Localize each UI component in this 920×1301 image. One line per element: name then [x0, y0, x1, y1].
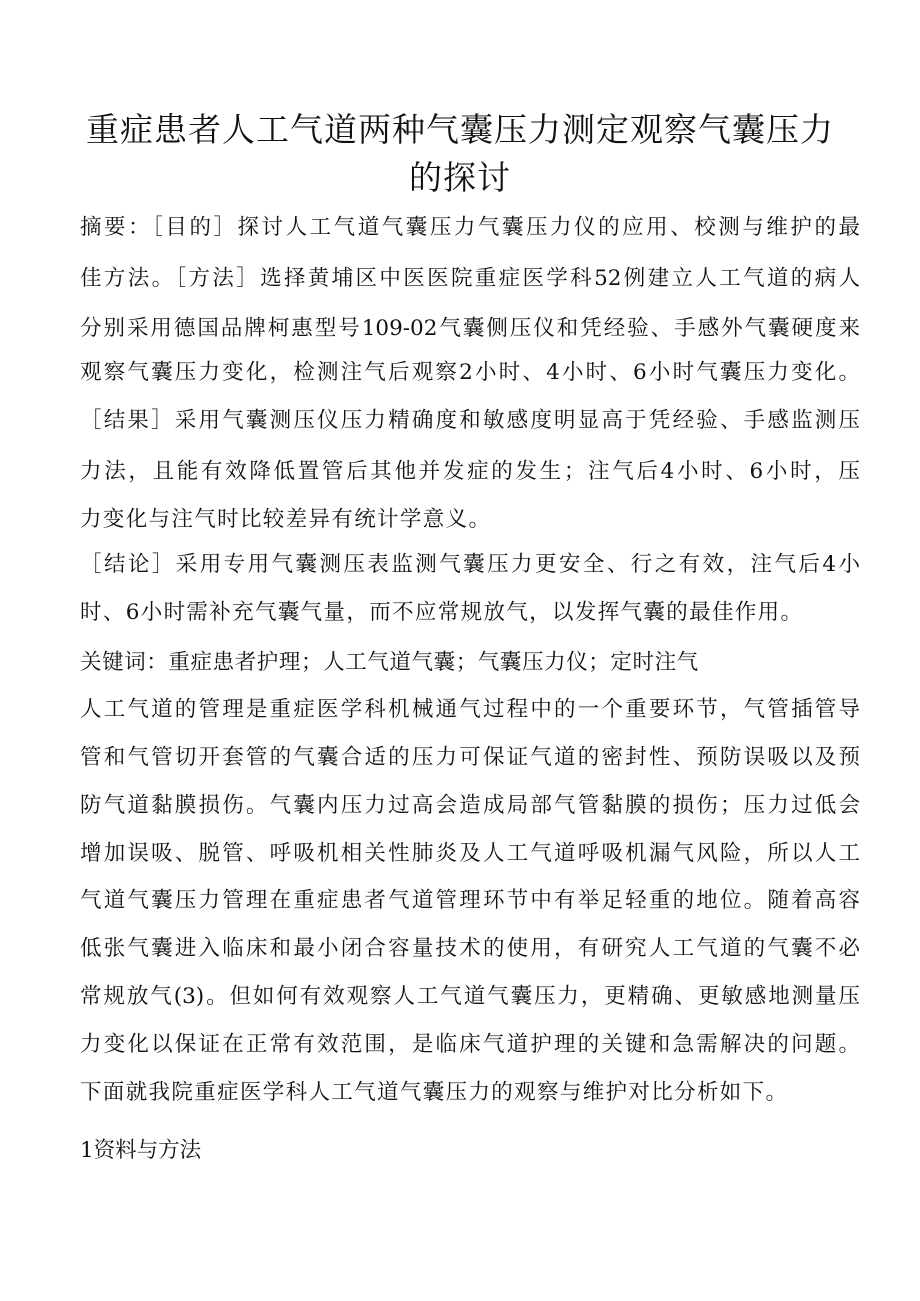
- body-line: 管和气管切开套管的气囊合适的压力可保证气道的密封性、预防误吸以及预: [80, 745, 860, 770]
- keywords: 关键词：重症患者护理；人工气道气囊；气囊压力仪；定时注气: [80, 650, 699, 675]
- body-line: 气道气囊压力管理在重症患者气道管理环节中有举足轻重的地位。随着高容: [80, 888, 860, 913]
- section-heading: 1资料与方法: [80, 1138, 202, 1163]
- body-line: 人工气道的管理是重症医学科机械通气过程中的一个重要环节，气管插管导: [80, 697, 860, 722]
- document-title-line-2: 的探讨: [409, 158, 511, 197]
- body-line: 力变化以保证在正常有效范围，是临床气道护理的关键和急需解决的问题。: [80, 1032, 860, 1057]
- body-line: 低张气囊进入临床和最小闭合容量技术的使用，有研究人工气道的气囊不必: [80, 936, 860, 961]
- abstract-line: 力法，且能有效降低置管后其他并发症的发生；注气后4小时、6小时，压: [80, 459, 860, 484]
- abstract-line: 摘要：［目的］探讨人工气道气囊压力气囊压力仪的应用、校测与维护的最: [80, 215, 860, 240]
- abstract-conclusion-line: ［结论］采用专用气囊测压表监测气囊压力更安全、行之有效，注气后4小: [80, 552, 860, 577]
- abstract-line: 分别采用德国品牌柯惠型号109-02气囊侧压仪和凭经验、手感外气囊硬度来: [80, 316, 860, 341]
- abstract-conclusion-line: 时、6小时需补充气囊气量，而不应常规放气，以发挥气囊的最佳作用。: [80, 600, 804, 625]
- abstract-line: ［结果］采用气囊测压仪压力精确度和敏感度明显高于凭经验、手感监测压: [80, 408, 860, 433]
- document-title-line-1: 重症患者人工气道两种气囊压力测定观察气囊压力: [86, 110, 834, 149]
- body-line: 增加误吸、脱管、呼吸机相关性肺炎及人工气道呼吸机漏气风险，所以人工: [80, 841, 860, 866]
- abstract-line: 观察气囊压力变化，检测注气后观察2小时、4小时、6小时气囊压力变化。: [80, 360, 860, 385]
- body-line: 防气道黏膜损伤。气囊内压力过高会造成局部气管黏膜的损伤；压力过低会: [80, 793, 860, 818]
- body-line: 下面就我院重症医学科人工气道气囊压力的观察与维护对比分析如下。: [80, 1080, 789, 1105]
- abstract-line: 力变化与注气时比较差异有统计学意义。: [80, 507, 492, 532]
- body-line: 常规放气(3)。但如何有效观察人工气道气囊压力，更精确、更敏感地测量压: [80, 984, 860, 1009]
- abstract-line: 佳方法。［方法］选择黄埔区中医医院重症医学科52例建立人工气道的病人: [80, 266, 860, 291]
